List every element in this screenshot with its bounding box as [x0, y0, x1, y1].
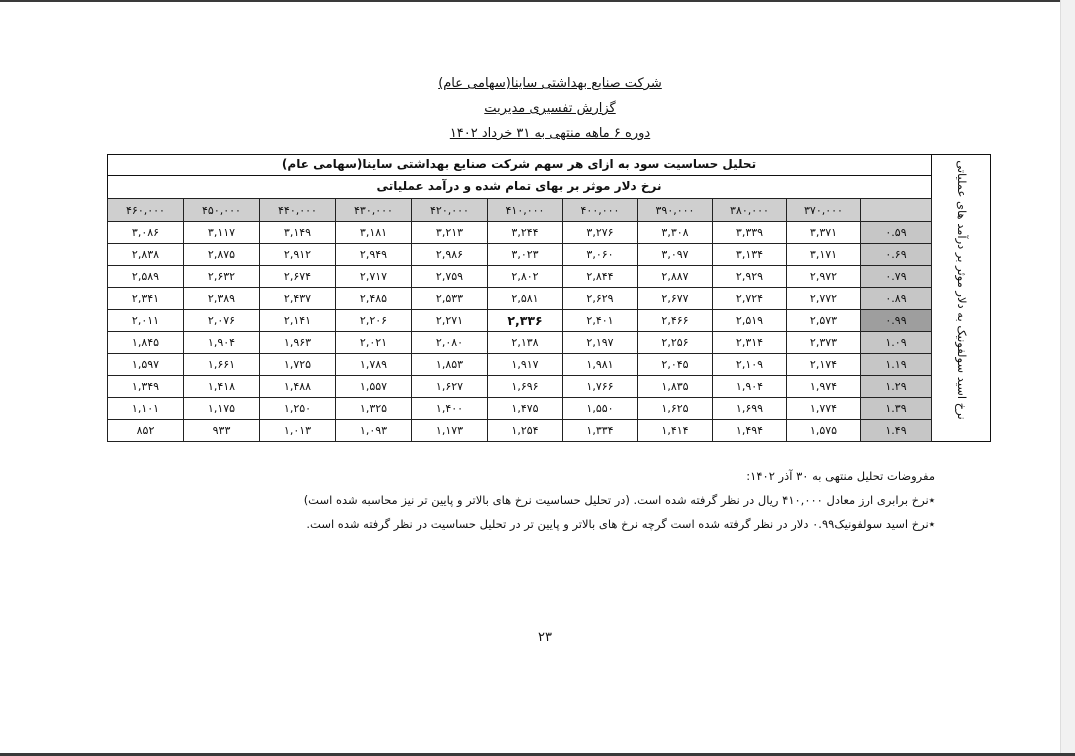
- assumptions-notes: [303, 466, 935, 538]
- table-cell: ۳,۰۸۶: [108, 222, 184, 244]
- table-cell: ۱,۰۹۳: [336, 420, 412, 442]
- table-cell: ۲,۱۳۸: [488, 332, 563, 354]
- table-cell: ۲,۰۲۱: [336, 332, 412, 354]
- table-cell: ۱,۵۵۰: [563, 398, 638, 420]
- table-cell: ۳,۰۶۰: [563, 244, 638, 266]
- table-cell: ۲,۰۸۰: [412, 332, 488, 354]
- table-cell: ۲,۶۲۹: [563, 288, 638, 310]
- sensitivity-table: [107, 198, 932, 442]
- table-cell: ۲,۶۷۴: [260, 266, 336, 288]
- table-cell: ۱,۹۶۳: [260, 332, 336, 354]
- table-cell: ۲,۳۱۴: [713, 332, 787, 354]
- table-cell: ۲,۴۰۱: [563, 310, 638, 332]
- row-header: ۰.۶۹: [861, 244, 932, 266]
- table-row: [108, 288, 932, 310]
- table-cell: ۲,۸۸۷: [638, 266, 713, 288]
- table-cell: ۱,۶۶۱: [184, 354, 260, 376]
- table-subtitle: نرخ دلار موثر بر بهای تمام شده و درآمد عملیاتی: [376, 179, 662, 193]
- assumption-sulfonic-rate: ٭نرخ اسید سولفونیک۰.۹۹ دلار در نظر گرفته شده است گرچه نرخ های بالاتر و پایین تر در تحلیل حساسیت در نظر گرفته شده است.: [306, 517, 935, 531]
- table-cell: ۲,۳۸۹: [184, 288, 260, 310]
- table-cell: ۱,۶۲۷: [412, 376, 488, 398]
- scan-border-top: [0, 0, 1075, 2]
- row-header: ۰.۵۹: [861, 222, 932, 244]
- table-cell: ۲,۱۴۱: [260, 310, 336, 332]
- table-cell: ۲,۰۱۱: [108, 310, 184, 332]
- table-cell: ۲,۴۸۵: [336, 288, 412, 310]
- table-cell: ۲,۳۳۶: [488, 310, 563, 332]
- table-cell: ۱,۹۷۴: [787, 376, 861, 398]
- table-cell: ۳,۱۴۹: [260, 222, 336, 244]
- table-cell: ۱,۶۹۶: [488, 376, 563, 398]
- table-cell: ۳,۲۱۳: [412, 222, 488, 244]
- table-cell: ۱,۸۴۵: [108, 332, 184, 354]
- table-cell: ۲,۷۱۷: [336, 266, 412, 288]
- table-cell: ۲,۵۸۹: [108, 266, 184, 288]
- column-header: ۴۳۰,۰۰۰: [336, 199, 412, 222]
- table-row: [108, 266, 932, 288]
- column-header: ۳۷۰,۰۰۰: [787, 199, 861, 222]
- table-cell: ۱,۹۰۴: [713, 376, 787, 398]
- table-cell: ۲,۵۸۱: [488, 288, 563, 310]
- assumptions-heading: مفروضات تحلیل منتهی به ۳۰ آذر ۱۴۰۲:: [746, 469, 935, 483]
- table-cell: ۲,۹۲۹: [713, 266, 787, 288]
- side-axis-label: نرخ اسید سولفونیک به دلار موثر بر درآمد های عملیاتی: [955, 160, 969, 420]
- table-cell: ۲,۸۴۴: [563, 266, 638, 288]
- row-header: ۰.۷۹: [861, 266, 932, 288]
- table-cell: ۱,۴۸۸: [260, 376, 336, 398]
- table-cell: ۲,۲۷۱: [412, 310, 488, 332]
- table-cell: ۳,۳۰۸: [638, 222, 713, 244]
- row-header: ۱.۴۹: [861, 420, 932, 442]
- table-cell: ۹۳۳: [184, 420, 260, 442]
- table-cell: ۱,۷۷۴: [787, 398, 861, 420]
- column-header: ۴۱۰,۰۰۰: [488, 199, 563, 222]
- table-cell: ۱,۹۱۷: [488, 354, 563, 376]
- table-cell: ۱,۴۹۴: [713, 420, 787, 442]
- table-cell: ۱,۷۸۹: [336, 354, 412, 376]
- table-cell: ۳,۰۲۳: [488, 244, 563, 266]
- table-cell: ۲,۳۷۳: [787, 332, 861, 354]
- table-cell: ۱,۵۹۷: [108, 354, 184, 376]
- table-cell: ۳,۱۷۱: [787, 244, 861, 266]
- column-header: ۳۹۰,۰۰۰: [638, 199, 713, 222]
- table-cell: ۳,۳۷۱: [787, 222, 861, 244]
- table-cell: ۱,۳۳۴: [563, 420, 638, 442]
- table-cell: ۲,۱۹۷: [563, 332, 638, 354]
- table-cell: ۱,۴۱۴: [638, 420, 713, 442]
- table-cell: ۲,۷۲۴: [713, 288, 787, 310]
- table-cell: ۱,۲۵۴: [488, 420, 563, 442]
- table-cell: ۳,۱۸۱: [336, 222, 412, 244]
- table-row: [108, 244, 932, 266]
- table-cell: ۲,۴۳۷: [260, 288, 336, 310]
- table-row: [108, 398, 932, 420]
- table-cell: ۲,۸۳۸: [108, 244, 184, 266]
- table-cell: ۳,۰۹۷: [638, 244, 713, 266]
- table-cell: ۲,۵۱۹: [713, 310, 787, 332]
- table-cell: ۱,۵۵۷: [336, 376, 412, 398]
- side-label-column: [931, 154, 991, 442]
- table-cell: ۲,۷۷۲: [787, 288, 861, 310]
- column-header: ۴۲۰,۰۰۰: [412, 199, 488, 222]
- corner-cell: [861, 199, 932, 222]
- period-title: دوره ۶ ماهه منتهی به ۳۱ خرداد ۱۴۰۲: [449, 126, 651, 141]
- page-number: ۲۳: [538, 630, 552, 645]
- table-cell: ۲,۰۷۶: [184, 310, 260, 332]
- table-cell: ۲,۹۸۶: [412, 244, 488, 266]
- table-title: تحلیل حساسیت سود به ازای هر سهم شرکت صنایع بهداشتی ساینا(سهامی عام): [107, 154, 931, 176]
- table-cell: ۳,۲۷۶: [563, 222, 638, 244]
- table-cell: ۱,۳۲۵: [336, 398, 412, 420]
- table-row: [108, 332, 932, 354]
- column-header: ۳۸۰,۰۰۰: [713, 199, 787, 222]
- table-cell: ۱,۸۵۳: [412, 354, 488, 376]
- table-cell: ۱,۹۸۱: [563, 354, 638, 376]
- table-cell: ۲,۳۴۱: [108, 288, 184, 310]
- table-cell: ۲,۲۰۶: [336, 310, 412, 332]
- table-cell: ۲,۷۵۹: [412, 266, 488, 288]
- table-cell: ۲,۱۰۹: [713, 354, 787, 376]
- table-cell: ۲,۵۷۳: [787, 310, 861, 332]
- table-cell: ۱,۷۲۵: [260, 354, 336, 376]
- row-header: ۱.۲۹: [861, 376, 932, 398]
- row-header: ۱.۳۹: [861, 398, 932, 420]
- table-cell: ۱,۴۱۸: [184, 376, 260, 398]
- table-cell: ۱,۰۱۳: [260, 420, 336, 442]
- table-cell: ۱,۱۷۳: [412, 420, 488, 442]
- table-row: [108, 310, 932, 332]
- column-header: ۴۰۰,۰۰۰: [563, 199, 638, 222]
- row-header: ۰.۸۹: [861, 288, 932, 310]
- table-cell: ۱,۷۶۶: [563, 376, 638, 398]
- table-cell: ۲,۸۷۵: [184, 244, 260, 266]
- table-cell: ۱,۸۳۵: [638, 376, 713, 398]
- row-header: ۱.۰۹: [861, 332, 932, 354]
- table-cell: ۲,۹۴۹: [336, 244, 412, 266]
- table-cell: ۳,۲۴۴: [488, 222, 563, 244]
- table-row: [108, 420, 932, 442]
- table-cell: ۱,۲۵۰: [260, 398, 336, 420]
- report-title: گزارش تفسیری مدیریت: [484, 101, 616, 116]
- table-cell: ۲,۰۴۵: [638, 354, 713, 376]
- column-header: ۴۴۰,۰۰۰: [260, 199, 336, 222]
- assumption-exchange-rate: ٭نرخ برابری ارز معادل ۴۱۰,۰۰۰ ریال در نظر گرفته شده است. (در تحلیل حساسیت نرخ های بالاتر و پایین تر نیز محاسبه شده است): [303, 493, 935, 507]
- table-cell: ۲,۹۷۲: [787, 266, 861, 288]
- table-cell: ۲,۲۵۶: [638, 332, 713, 354]
- table-cell: ۱,۶۲۵: [638, 398, 713, 420]
- table-row: [108, 354, 932, 376]
- table-cell: ۱,۵۷۵: [787, 420, 861, 442]
- table-header-row: [108, 199, 932, 222]
- table-cell: ۱,۴۷۵: [488, 398, 563, 420]
- table-cell: ۲,۴۶۶: [638, 310, 713, 332]
- table-cell: ۲,۵۳۳: [412, 288, 488, 310]
- table-cell: ۱,۴۰۰: [412, 398, 488, 420]
- row-header: ۱.۱۹: [861, 354, 932, 376]
- table-cell: ۱,۶۹۹: [713, 398, 787, 420]
- table-cell: ۸۵۲: [108, 420, 184, 442]
- table-cell: ۲,۶۳۲: [184, 266, 260, 288]
- row-header: ۰.۹۹: [861, 310, 932, 332]
- table-row: [108, 376, 932, 398]
- company-title: شرکت صنایع بهداشتی ساینا(سهامی عام): [438, 76, 662, 91]
- table-cell: ۲,۸۰۲: [488, 266, 563, 288]
- table-row: [108, 222, 932, 244]
- table-cell: ۱,۱۷۵: [184, 398, 260, 420]
- table-cell: ۲,۱۷۴: [787, 354, 861, 376]
- table-cell: ۳,۱۱۷: [184, 222, 260, 244]
- table-cell: ۳,۳۳۹: [713, 222, 787, 244]
- table-cell: ۱,۱۰۱: [108, 398, 184, 420]
- table-cell: ۱,۳۴۹: [108, 376, 184, 398]
- table-cell: ۲,۶۷۷: [638, 288, 713, 310]
- table-cell: ۲,۹۱۲: [260, 244, 336, 266]
- column-header: ۴۵۰,۰۰۰: [184, 199, 260, 222]
- table-cell: ۳,۱۳۴: [713, 244, 787, 266]
- column-header: ۴۶۰,۰۰۰: [108, 199, 184, 222]
- table-cell: ۱,۹۰۴: [184, 332, 260, 354]
